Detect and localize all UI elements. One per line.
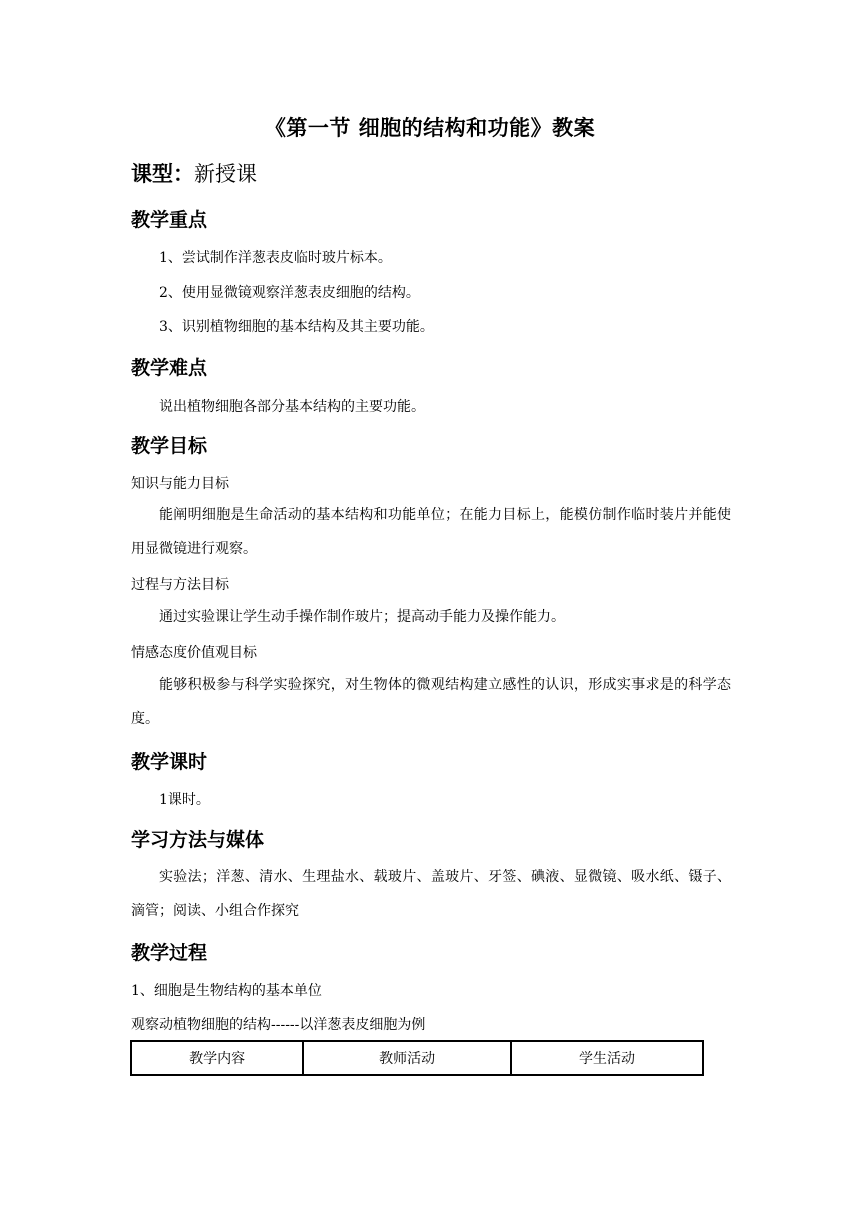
heading-hours: 教学课时 xyxy=(131,751,208,773)
emotion-text: 能够积极参与科学实验探究，对生物体的微观结构建立感性的认识，形成实事求是的科学态度。 xyxy=(131,677,731,727)
table-header-teacher: 教师活动 xyxy=(303,1041,511,1075)
focus-item-3: 3、识别植物细胞的基本结构及其主要功能。 xyxy=(159,319,434,335)
lesson-type-value: 新授课 xyxy=(194,162,257,186)
heading-difficulty: 教学难点 xyxy=(131,357,208,379)
heading-focus: 教学重点 xyxy=(131,209,208,231)
process-line-1: 1、细胞是生物结构的基本单位 xyxy=(131,983,322,999)
focus-item-1: 1、尝试制作洋葱表皮临时玻片标本。 xyxy=(159,250,392,266)
heading-methods: 学习方法与媒体 xyxy=(131,829,265,851)
process-text: 通过实验课让学生动手操作制作玻片；提高动手能力及操作能力。 xyxy=(159,609,565,625)
lesson-type xyxy=(131,158,257,188)
difficulty-text: 说出植物细胞各部分基本结构的主要功能。 xyxy=(159,399,425,415)
lesson-table xyxy=(130,1040,704,1076)
table-header-row xyxy=(131,1041,703,1075)
methods-text: 实验法；洋葱、清水、生理盐水、载玻片、盖玻片、牙签、碘液、显微镜、吸水纸、镊子、滴管；阅读、小组合作探究 xyxy=(131,869,731,919)
document-title: 《第一节 细胞的结构和功能》教案 xyxy=(264,116,596,140)
process-line-2: 观察动植物细胞的结构------以洋葱表皮细胞为例 xyxy=(131,1017,426,1033)
heading-process: 教学过程 xyxy=(131,942,208,964)
focus-item-2: 2、使用显微镜观察洋葱表皮细胞的结构。 xyxy=(159,285,420,301)
lesson-type-label: 课型： xyxy=(131,162,194,186)
knowledge-label: 知识与能力目标 xyxy=(131,476,229,492)
table-header-content: 教学内容 xyxy=(131,1041,303,1075)
knowledge-text: 能阐明细胞是生命活动的基本结构和功能单位；在能力目标上，能模仿制作临时装片并能使用显微镜进行观察。 xyxy=(131,507,731,557)
table-header-student: 学生活动 xyxy=(511,1041,703,1075)
emotion-label: 情感态度价值观目标 xyxy=(131,645,257,661)
heading-objectives: 教学目标 xyxy=(131,435,208,457)
hours-text: 1课时。 xyxy=(159,792,210,808)
process-label: 过程与方法目标 xyxy=(131,577,229,593)
